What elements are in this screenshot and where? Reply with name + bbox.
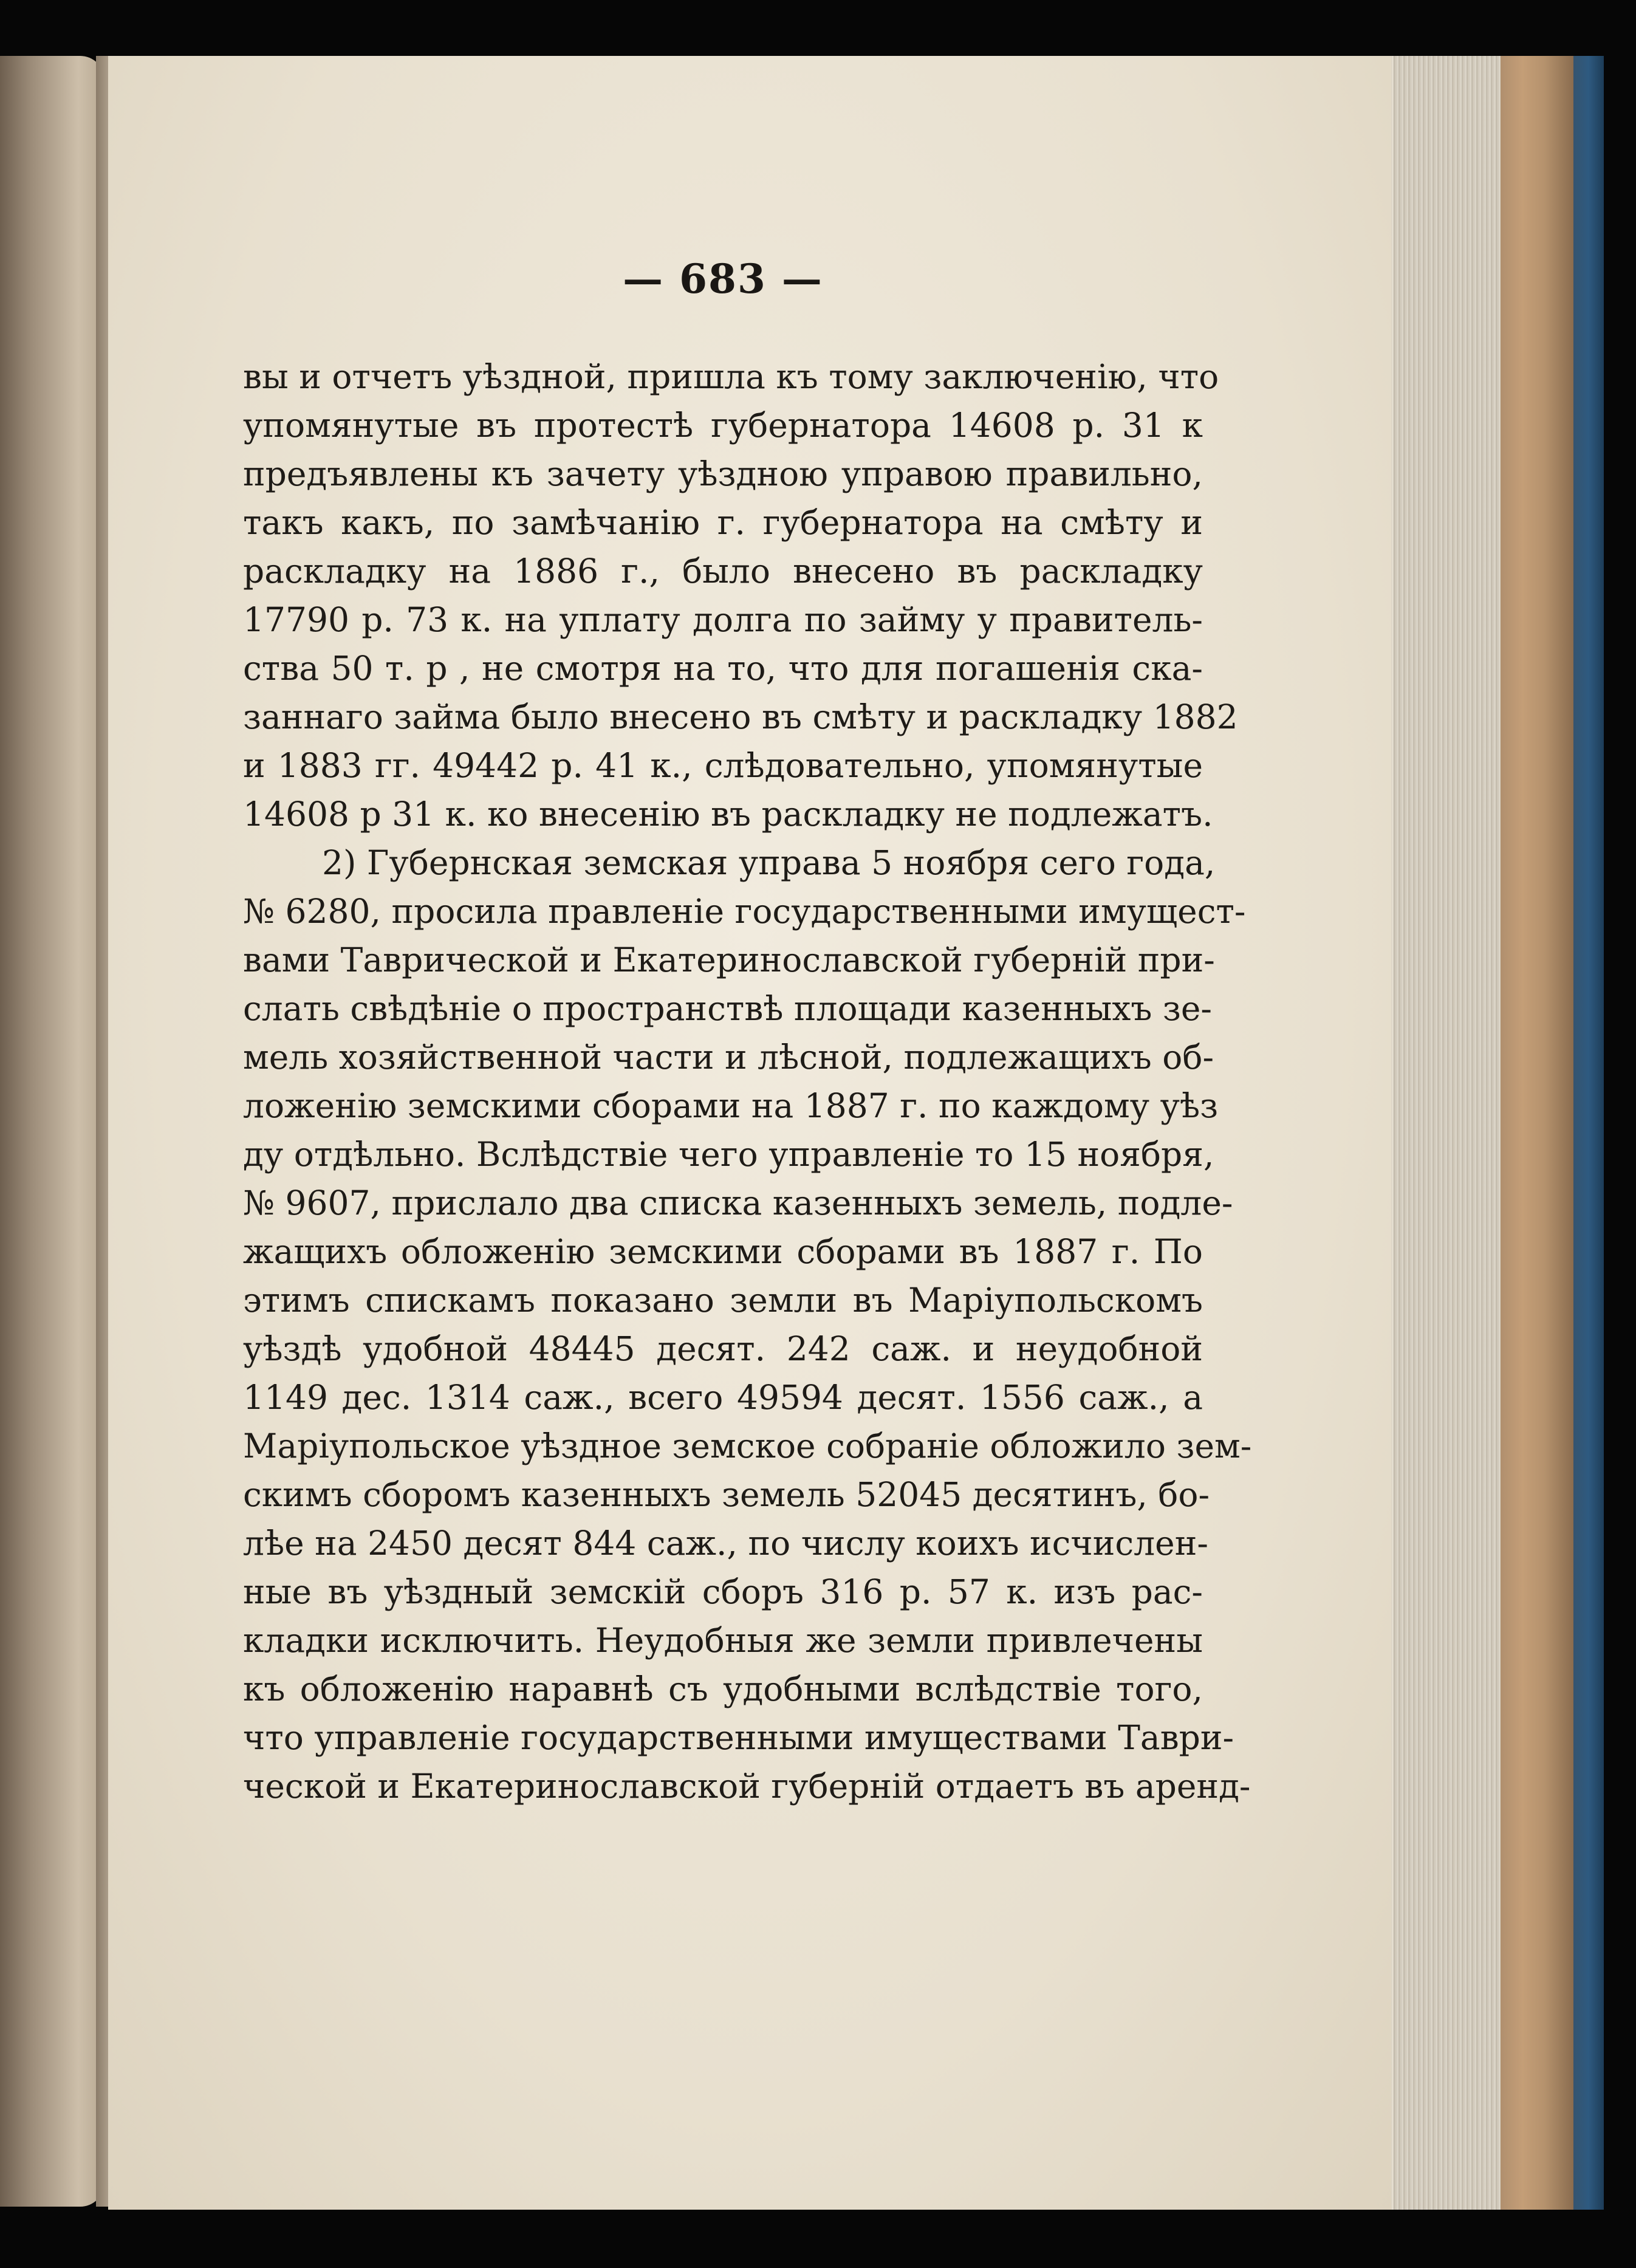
text-line: вы и отчетъ уѣздной, пришла къ тому заключенію, что: [243, 357, 1219, 396]
text-line: жащихъ обложенію земскими сборами въ 1887 г. По: [243, 1232, 1203, 1271]
text-line: предъявлены къ зачету уѣздною управою правильно,: [243, 454, 1203, 493]
text-line: раскладку на 1886 г., было внесено въ раскладку: [243, 552, 1203, 591]
text-line: и 1883 гг. 49442 р. 41 к., слѣдовательно, упомянутые: [243, 746, 1203, 785]
text-line: уѣздѣ удобной 48445 десят. 242 саж. и неудобной: [243, 1329, 1203, 1368]
text-line: заннаго займа было внесено въ смѣту и раскладку 1882: [243, 697, 1238, 736]
text-line: слать свѣдѣніе о пространствѣ площади казенныхъ зе-: [243, 989, 1212, 1028]
text-line: упомянутые въ протестѣ губернатора 14608 р. 31 к: [243, 406, 1203, 445]
left-page-edge: [0, 56, 104, 2207]
text-line: ства 50 т. р , не смотря на то, что для погашенія ска-: [243, 649, 1203, 688]
text-line: скимъ сборомъ казенныхъ земель 52045 десятинъ, бо-: [243, 1475, 1210, 1514]
text-line: ческой и Екатеринославской губерній отдаетъ въ аренд-: [243, 1767, 1251, 1806]
text-line: 14608 р 31 к. ко внесенію въ раскладку не подлежатъ.: [243, 795, 1213, 834]
cover-edge: [1501, 56, 1573, 2210]
text-line: 2) Губернская земская управа 5 ноября сего года,: [322, 843, 1216, 882]
text-line: № 6280, просила правленіе государственными имущест-: [243, 892, 1246, 931]
text-line: этимъ спискамъ показано земли въ Маріупольскомъ: [243, 1281, 1203, 1320]
text-line: что управленіе государственными имуществами Таври-: [243, 1718, 1234, 1757]
text-line: вами Таврической и Екатеринославской губерній при-: [243, 940, 1215, 979]
text-line: лѣе на 2450 десят 844 саж., по числу коихъ исчислен-: [243, 1524, 1208, 1563]
text-line: такъ какъ, по замѣчанію г. губернатора на смѣту и: [243, 503, 1203, 542]
text-line: № 9607, прислало два списка казенныхъ земель, подле-: [243, 1184, 1233, 1222]
page-number: — 683 —: [623, 255, 823, 303]
text-line: ду отдѣльно. Вслѣдствіе чего управленіе то 15 ноября,: [243, 1135, 1214, 1174]
text-line: мель хозяйственной части и лѣсной, подлежащихъ об-: [243, 1038, 1214, 1077]
text-line: 17790 р. 73 к. на уплату долга по займу у правитель-: [243, 600, 1203, 639]
text-line: кладки исключить. Неудобныя же земли привлечены: [243, 1621, 1203, 1660]
cover-binding: [1573, 56, 1604, 2210]
text-line: къ обложенію наравнѣ съ удобными вслѣдствіе того,: [243, 1670, 1203, 1708]
text-line: ложенію земскими сборами на 1887 г. по каждому уѣз: [243, 1086, 1219, 1125]
page-block-edges: [1391, 56, 1501, 2210]
text-line: 1149 дес. 1314 саж., всего 49594 десят. 1556 саж., а: [243, 1378, 1203, 1417]
text-line: ные въ уѣздный земскій сборъ 316 р. 57 к. изъ рас-: [243, 1572, 1203, 1611]
text-line: Маріупольское уѣздное земское собраніе обложило зем-: [243, 1427, 1252, 1465]
